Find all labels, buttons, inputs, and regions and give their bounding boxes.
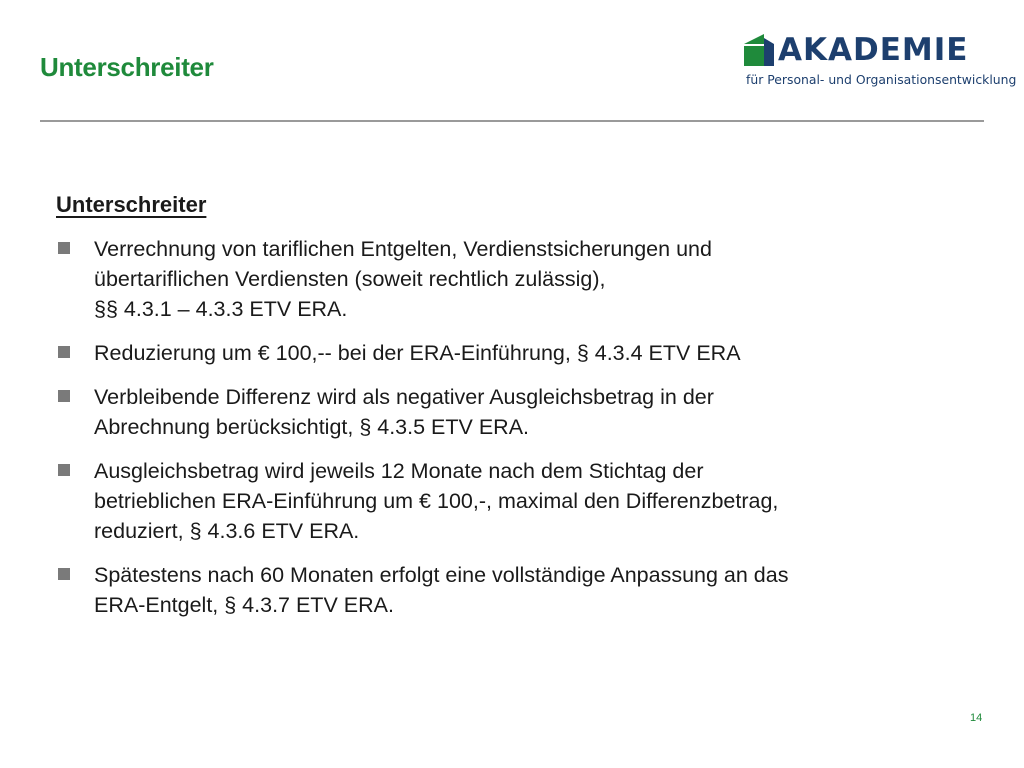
bullet-line: reduziert, § 4.3.6 ETV ERA. xyxy=(94,519,360,543)
akademie-logo xyxy=(742,30,1017,90)
bullet-line: ERA-Entgelt, § 4.3.7 ETV ERA. xyxy=(94,593,394,617)
header-divider xyxy=(40,120,984,122)
logo-wordmark: AKADEMIE xyxy=(778,32,969,68)
bullet-line: Verrechnung von tariflichen Entgelten, Verdienstsicherungen und xyxy=(94,237,712,261)
square-bullet-icon xyxy=(58,346,70,358)
bullet-item xyxy=(56,234,956,324)
square-bullet-icon xyxy=(58,242,70,254)
bullet-line: Reduzierung um € 100,-- bei der ERA-Einführung, § 4.3.4 ETV ERA xyxy=(94,341,741,365)
bullet-line: Verbleibende Differenz wird als negativer Ausgleichsbetrag in der xyxy=(94,385,714,409)
page-number: 14 xyxy=(970,712,983,724)
bullet-item xyxy=(56,382,956,442)
bullet-item xyxy=(56,338,956,368)
bullet-line: betrieblichen ERA-Einführung um € 100,-, maximal den Differenzbetrag, xyxy=(94,489,779,513)
content-area xyxy=(56,190,956,634)
bullet-line: übertariflichen Verdiensten (soweit rechtlich zulässig), xyxy=(94,267,606,291)
logo-house-icon xyxy=(742,32,776,68)
bullet-line: §§ 4.3.1 – 4.3.3 ETV ERA. xyxy=(94,297,348,321)
bullet-line: Spätestens nach 60 Monaten erfolgt eine vollständige Anpassung an das xyxy=(94,563,789,587)
square-bullet-icon xyxy=(58,390,70,402)
bullet-line: Ausgleichsbetrag wird jeweils 12 Monate nach dem Stichtag der xyxy=(94,459,704,483)
bullet-list xyxy=(56,234,956,620)
slide-title: Unterschreiter xyxy=(40,52,214,82)
section-heading: Unterschreiter xyxy=(56,192,207,217)
bullet-line: Abrechnung berücksichtigt, § 4.3.5 ETV ERA. xyxy=(94,415,530,439)
bullet-item xyxy=(56,456,956,546)
square-bullet-icon xyxy=(58,568,70,580)
bullet-item xyxy=(56,560,956,620)
logo-subtitle: für Personal- und Organisationsentwicklung xyxy=(746,72,1017,87)
square-bullet-icon xyxy=(58,464,70,476)
